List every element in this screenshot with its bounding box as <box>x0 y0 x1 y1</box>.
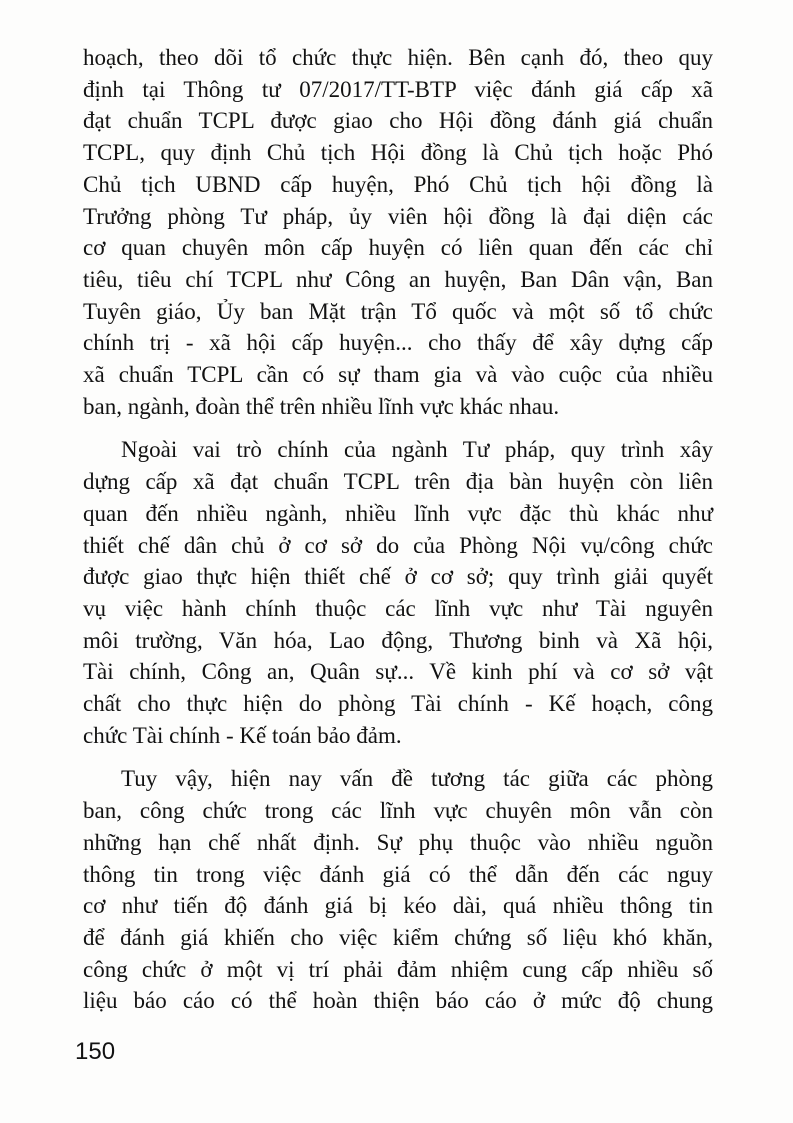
paragraph <box>83 763 713 1017</box>
text-line: tiêu, tiêu chí TCPL như Công an huyện, Ban Dân vận, Ban <box>83 266 713 292</box>
text-line: TCPL, quy định Chủ tịch Hội đồng là Chủ tịch hoặc Phó <box>83 140 713 166</box>
text-line: cơ như tiến độ đánh giá bị kéo dài, quá nhiều thông tin <box>83 893 713 919</box>
text-line: ban, ngành, đoàn thể trên nhiều lĩnh vực khác nhau. <box>83 393 560 419</box>
text-line: được giao thực hiện thiết chế ở cơ sở; quy trình giải quyết <box>83 564 713 590</box>
text-line: hoạch, theo dõi tổ chức thực hiện. Bên cạnh đó, theo quy <box>83 45 713 70</box>
text-line: Tài chính, Công an, Quân sự... Về kinh phí và cơ sở vật <box>83 659 713 685</box>
text-line: thiết chế dân chủ ở cơ sở do của Phòng Nội vụ/công chức <box>83 532 713 558</box>
text-line: để đánh giá khiến cho việc kiểm chứng số liệu khó khăn, <box>83 924 713 950</box>
text-line: đạt chuẩn TCPL được giao cho Hội đồng đánh giá chuẩn <box>83 108 713 134</box>
text-line: ban, công chức trong các lĩnh vực chuyên môn vẫn còn <box>83 798 713 824</box>
text-line: những hạn chế nhất định. Sự phụ thuộc vào nhiều nguồn <box>83 829 713 855</box>
text-line: Chủ tịch UBND cấp huyện, Phó Chủ tịch hội đồng là <box>83 171 713 197</box>
text-line: công chức ở một vị trí phải đảm nhiệm cung cấp nhiều số <box>83 956 713 982</box>
paragraph <box>83 42 713 422</box>
text-line: chức Tài chính - Kế toán bảo đảm. <box>83 722 402 748</box>
text-line: Trưởng phòng Tư pháp, ủy viên hội đồng là đại diện các <box>83 203 713 229</box>
text-line: thông tin trong việc đánh giá có thể dẫn đến các nguy <box>83 861 713 887</box>
page-number: 150 <box>75 1038 116 1065</box>
text-line: liệu báo cáo có thể hoàn thiện báo cáo ở mức độ chung <box>83 988 713 1014</box>
text-line: Tuy vậy, hiện nay vấn đề tương tác giữa các phòng <box>121 766 713 792</box>
text-line: quan đến nhiều ngành, nhiều lĩnh vực đặc thù khác như <box>83 500 713 526</box>
text-line: Ngoài vai trò chính của ngành Tư pháp, quy trình xây <box>121 437 713 463</box>
text-line: dựng cấp xã đạt chuẩn TCPL trên địa bàn huyện còn liên <box>83 469 713 495</box>
text-line: xã chuẩn TCPL cần có sự tham gia và vào cuộc của nhiều <box>83 362 713 388</box>
text-line: vụ việc hành chính thuộc các lĩnh vực như Tài nguyên <box>83 595 713 621</box>
paragraph <box>83 434 713 751</box>
text-line: môi trường, Văn hóa, Lao động, Thương binh và Xã hội, <box>83 627 713 653</box>
text-line: Tuyên giáo, Ủy ban Mặt trận Tổ quốc và một số tổ chức <box>83 298 713 324</box>
page-text <box>83 42 713 1029</box>
text-line: định tại Thông tư 07/2017/TT-BTP việc đánh giá cấp xã <box>83 76 713 102</box>
text-line: chính trị - xã hội cấp huyện... cho thấy để xây dựng cấp <box>83 330 713 356</box>
text-line: chất cho thực hiện do phòng Tài chính - Kế hoạch, công <box>83 691 713 717</box>
text-line: cơ quan chuyên môn cấp huyện có liên quan đến các chỉ <box>83 235 713 261</box>
